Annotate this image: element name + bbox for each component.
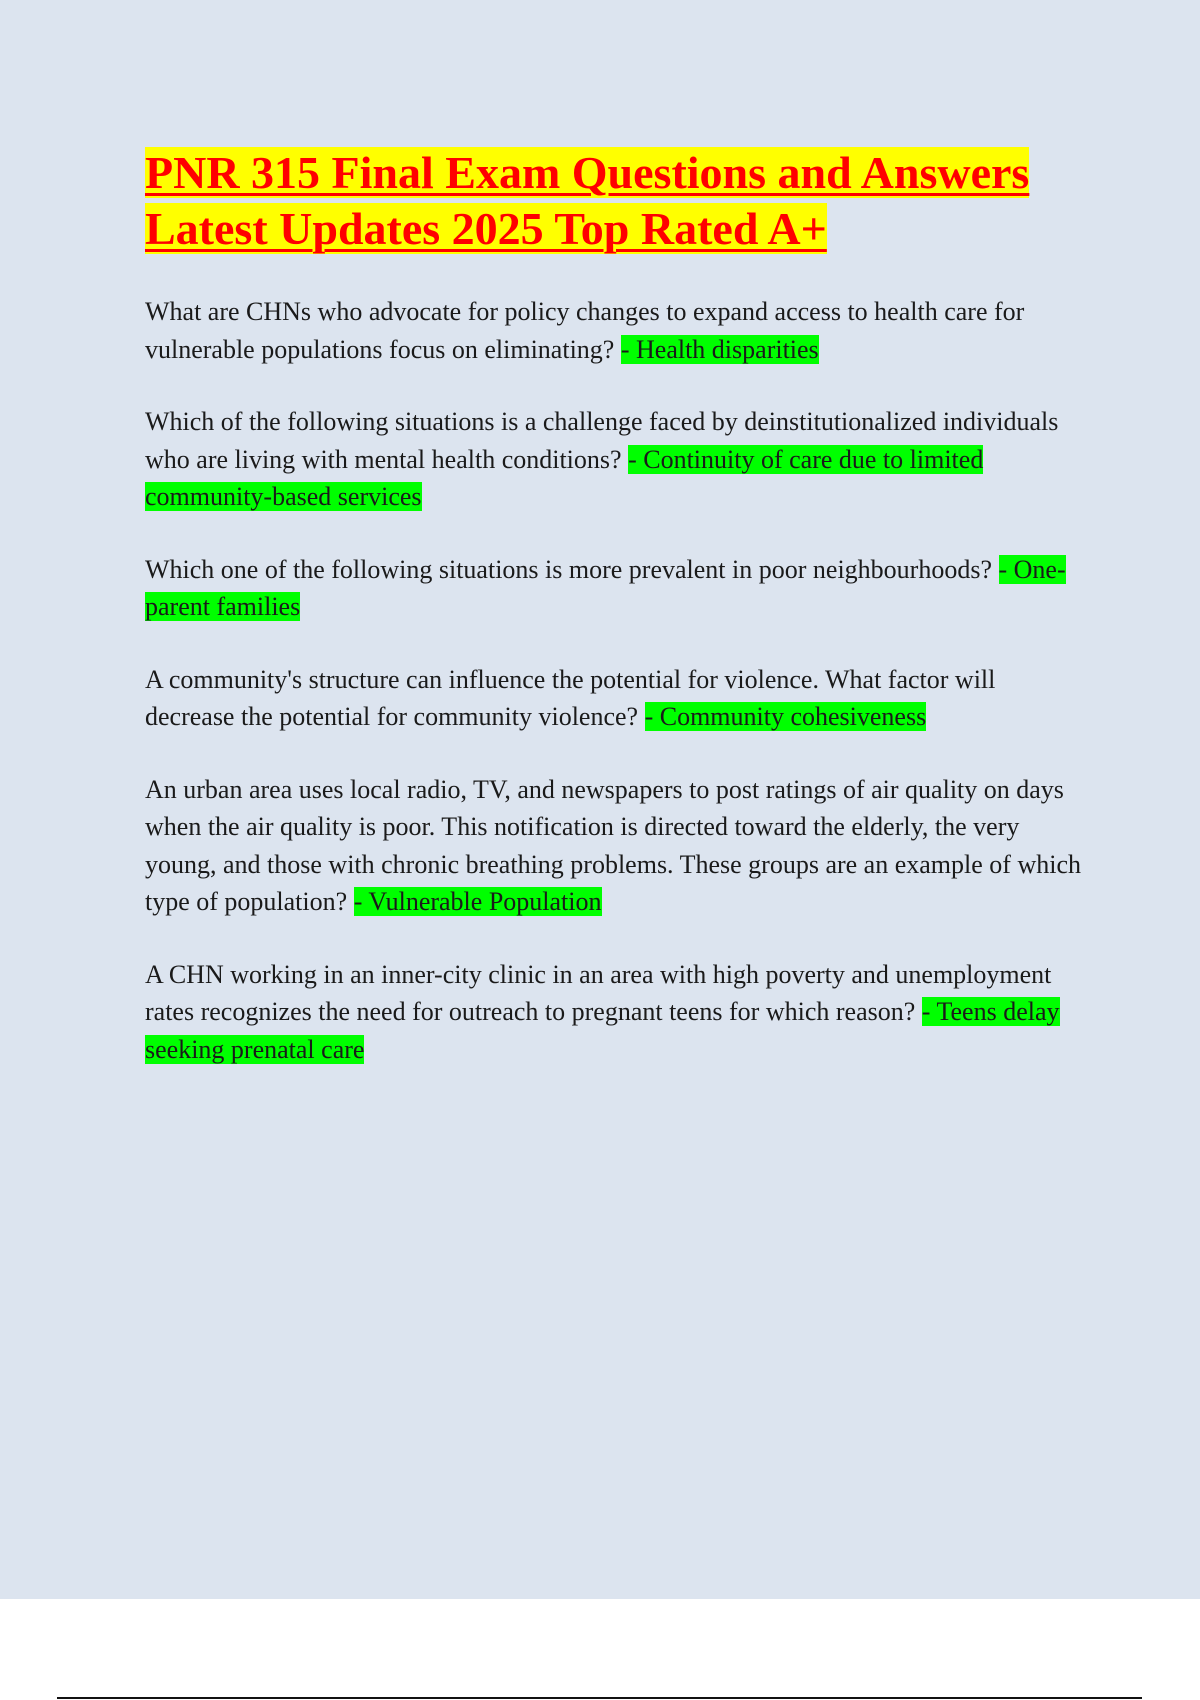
- question-text: A community's structure can influence the potential for violence. What factor will decrease the potential for community violence?: [145, 664, 996, 731]
- answer-text: - One-parent families: [145, 554, 1066, 621]
- question-text: Which of the following situations is a challenge faced by deinstitutionalized individuals who are living with mental health conditions?: [145, 407, 1059, 474]
- qa-item: [145, 771, 1090, 921]
- answer-text: - Community cohesiveness: [644, 702, 927, 731]
- document-content: [145, 145, 1090, 1103]
- title-line-2: Latest Updates 2025 Top Rated A+: [145, 203, 827, 254]
- qa-item: [145, 661, 1090, 736]
- question-text: A CHN working in an inner-city clinic in an area with high poverty and unemployment rates recognizes the need for outreach to pregnant teens for which reason?: [145, 959, 1052, 1026]
- title-line-1: PNR 315 Final Exam Questions and Answers: [145, 147, 1030, 198]
- question-text: An urban area uses local radio, TV, and newspapers to post ratings of air quality on days when the air quality is poor. This notification is directed toward the elderly, the very young, and those with chronic breathing problems. These groups are an example of which type of population?: [145, 774, 1081, 916]
- qa-item: [145, 403, 1090, 516]
- footer-divider: [57, 1697, 1142, 1699]
- document-title: [145, 145, 1090, 257]
- question-text: Which one of the following situations is more prevalent in poor neighbourhoods?: [145, 554, 999, 584]
- question-text: What are CHNs who advocate for policy changes to expand access to health care for vulnerable populations focus on eliminating?: [145, 297, 1025, 364]
- qa-item: [145, 293, 1090, 368]
- answer-text: - Health disparities: [620, 334, 819, 364]
- answer-text: - Teens delay seeking prenatal care: [145, 997, 1060, 1064]
- answer-text: - Continuity of care due to limited community-based services: [145, 444, 984, 511]
- answer-text: - Vulnerable Population: [353, 887, 602, 916]
- qa-item: [145, 551, 1090, 626]
- qa-item: [145, 956, 1090, 1069]
